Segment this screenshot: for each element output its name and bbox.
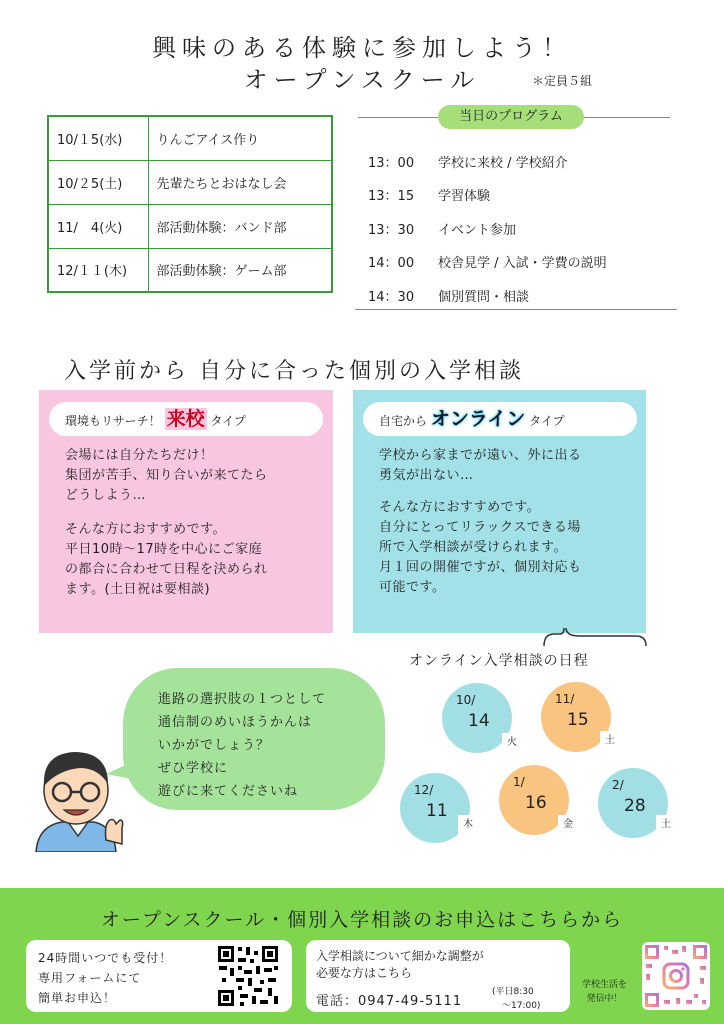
program-text: イベント参加 bbox=[438, 223, 517, 238]
date-day: 11 bbox=[426, 801, 448, 821]
date-month: 12/ bbox=[414, 783, 434, 797]
text-line: 勇気が出ない… bbox=[379, 468, 474, 483]
footer-title: オープンスクール・個別入学相談のお申込はこちらから bbox=[100, 909, 624, 931]
date-day: 15 bbox=[567, 710, 589, 730]
tag-prefix: 自宅から bbox=[379, 414, 428, 428]
table-row bbox=[48, 204, 332, 248]
apply-text bbox=[38, 948, 172, 1008]
program-time: 14：00 bbox=[368, 256, 415, 271]
tag-highlight: 来校 bbox=[166, 408, 205, 430]
contact-text bbox=[316, 948, 484, 982]
text-line: 発信中！ bbox=[586, 994, 623, 1004]
program-text: 個別質問・相談 bbox=[438, 290, 530, 305]
consult-section-title: 入学前から 自分に合った個別の入学相談 bbox=[64, 359, 524, 384]
schedule-event: 部活動体験：ゲーム部 bbox=[148, 248, 332, 292]
phone-number[interactable]: 電話：0947-49-5111 bbox=[316, 994, 463, 1009]
program-item bbox=[368, 219, 688, 238]
divider bbox=[355, 309, 677, 310]
instagram-caption bbox=[582, 978, 627, 1006]
tag-suffix: タイプ bbox=[210, 414, 246, 428]
instagram-qr-icon[interactable] bbox=[642, 942, 710, 1010]
schedule-date: 10/１5(水) bbox=[48, 116, 148, 160]
qr-code-icon[interactable] bbox=[216, 944, 280, 1008]
schedule-date: 10/２5(土) bbox=[48, 160, 148, 204]
program-label: 当日のプログラム bbox=[438, 105, 584, 129]
tag-highlight: オンライン bbox=[430, 408, 526, 430]
page-subtitle: オープンスクール bbox=[243, 66, 481, 94]
text-line: ～17:00) bbox=[502, 1001, 541, 1011]
table-row bbox=[48, 116, 332, 160]
capacity-note: ＊定員５組 bbox=[532, 74, 593, 88]
text-line: 平日10時～17時を中心にご家庭 bbox=[65, 542, 263, 557]
visit-paragraph-1 bbox=[65, 446, 268, 506]
page-title: 興味のある体験に参加しよう！ bbox=[152, 34, 572, 62]
weekday-label: 木 bbox=[458, 815, 478, 835]
date-month: 10/ bbox=[456, 693, 476, 707]
text-line: どうしよう… bbox=[65, 488, 147, 503]
program-item bbox=[368, 185, 688, 204]
table-row bbox=[48, 248, 332, 292]
text-line: 通信制のめいほうかんは bbox=[158, 715, 313, 730]
program-text: 校舎見学 / 入試・学費の説明 bbox=[438, 256, 607, 271]
teacher-illustration-icon bbox=[28, 740, 128, 852]
text-line: 24時間いつでも受付！ bbox=[38, 951, 173, 965]
weekday-label: 土 bbox=[600, 731, 620, 751]
speech-bubble-text bbox=[158, 688, 326, 803]
date-month: 11/ bbox=[555, 692, 575, 706]
program-time: 14：30 bbox=[368, 290, 415, 305]
online-type-box bbox=[353, 390, 646, 633]
text-line: いかがでしょう？ bbox=[158, 738, 271, 753]
text-line: 簡単お申込！ bbox=[38, 991, 117, 1005]
visit-paragraph-2 bbox=[65, 520, 268, 600]
text-line: ぜひ学校に bbox=[158, 761, 229, 776]
schedule-event: 先輩たちとおはなし会 bbox=[148, 160, 332, 204]
date-day: 14 bbox=[468, 711, 490, 731]
open-school-schedule-table bbox=[47, 115, 333, 293]
program-time: 13：30 bbox=[368, 223, 415, 238]
text-line: 必要な方はこちら bbox=[316, 966, 413, 980]
text-line: そんな方におすすめです。 bbox=[65, 522, 227, 537]
text-line: 所で入学相談が受けられます。 bbox=[379, 540, 567, 555]
text-line: そんな方におすすめです。 bbox=[379, 500, 541, 515]
tag-prefix: 環境もリサーチ！ bbox=[65, 414, 161, 428]
schedule-date: 11/ 4(火) bbox=[48, 204, 148, 248]
schedule-date: 12/１１(木) bbox=[48, 248, 148, 292]
text-line: 月１回の開催ですが、個別対応も bbox=[379, 560, 582, 575]
text-line: 可能です。 bbox=[379, 580, 446, 595]
contact-hours bbox=[492, 985, 540, 1013]
text-line: 専用フォームにて bbox=[38, 971, 142, 985]
date-day: 28 bbox=[624, 796, 646, 816]
program-item bbox=[368, 252, 688, 271]
text-line: ます。(土日祝は要相談) bbox=[65, 582, 211, 597]
text-line: 学校生活を bbox=[582, 980, 628, 990]
schedule-event: 部活動体験：バンド部 bbox=[148, 204, 332, 248]
weekday-label: 金 bbox=[558, 815, 578, 835]
visit-type-box bbox=[39, 390, 333, 633]
weekday-label: 火 bbox=[502, 733, 522, 753]
program-item bbox=[368, 286, 688, 305]
program-text: 学校に来校 / 学校紹介 bbox=[438, 156, 568, 171]
bracket-icon bbox=[540, 624, 650, 648]
program-text: 学習体験 bbox=[438, 189, 491, 204]
date-month: 2/ bbox=[612, 778, 624, 792]
schedule-event: りんごアイス作り bbox=[148, 116, 332, 160]
online-paragraph-1 bbox=[379, 446, 582, 486]
online-paragraph-2 bbox=[379, 498, 582, 598]
text-line: 遊びに来てくださいね bbox=[158, 784, 299, 799]
text-line: 自分にとってリラックスできる場 bbox=[379, 520, 581, 535]
program-time: 13：00 bbox=[368, 156, 415, 171]
program-item bbox=[368, 152, 688, 171]
text-line: 進路の選択肢の１つとして bbox=[158, 692, 327, 707]
visit-type-tag bbox=[49, 402, 323, 436]
online-schedule-title: オンライン入学相談の日程 bbox=[409, 653, 589, 669]
text-line: 集団が苦手、知り合いが来てたら bbox=[65, 468, 268, 483]
text-line: 入学相談について細かな調整が bbox=[316, 949, 484, 963]
weekday-label: 土 bbox=[656, 815, 676, 835]
tag-suffix: タイプ bbox=[529, 414, 565, 428]
online-type-tag bbox=[363, 402, 637, 436]
program-time: 13：15 bbox=[368, 189, 415, 204]
text-line: の都合に合わせて日程を決められ bbox=[65, 562, 268, 577]
text-line: (平日8:30 bbox=[492, 987, 534, 997]
date-month: 1/ bbox=[513, 775, 525, 789]
date-day: 16 bbox=[525, 793, 547, 813]
text-line: 学校から家までが遠い、外に出る bbox=[379, 448, 582, 463]
text-line: 会場には自分たちだけ！ bbox=[65, 448, 214, 463]
table-row bbox=[48, 160, 332, 204]
